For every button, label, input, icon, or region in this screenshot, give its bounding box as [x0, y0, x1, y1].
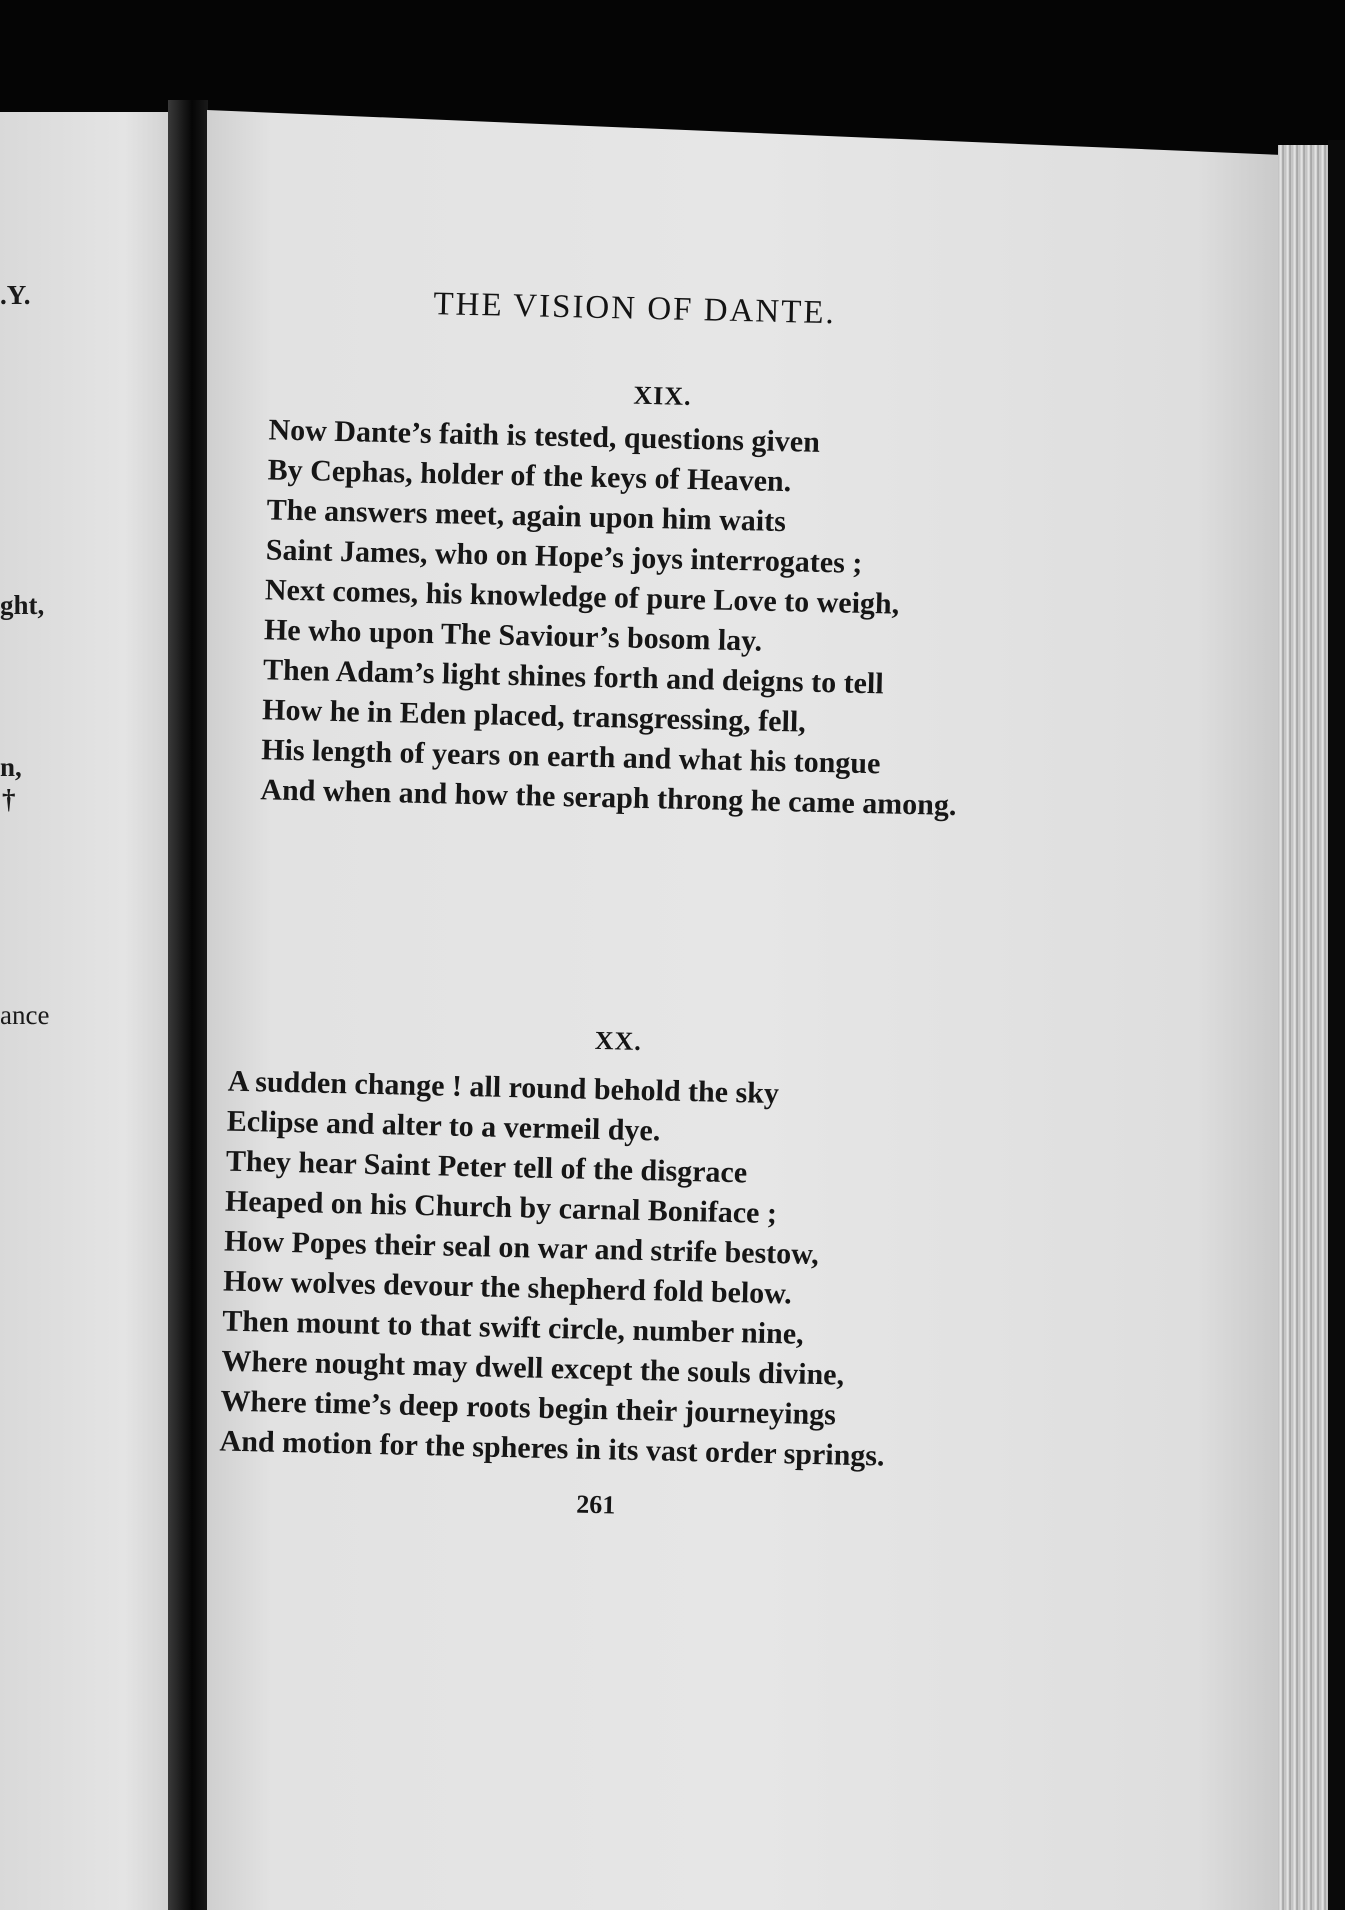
verse-line: And when and how the seraph throng he came among. [260, 773, 957, 823]
verse-line: How he in Eden placed, transgressing, fell, [261, 693, 807, 739]
verse-line: Saint James, who on Hope’s joys interrogates ; [265, 533, 863, 580]
verse-line: How wolves devour the shepherd fold below. [222, 1264, 793, 1311]
verse-line: Now Dante’s faith is tested, questions given [268, 413, 821, 459]
verse-line: Next comes, his knowledge of pure Love to weigh, [264, 573, 900, 621]
left-page-fragment: ght, [0, 590, 45, 620]
verse-line: The answers meet, again upon him waits [266, 493, 787, 539]
verse-line: Where nought may dwell except the souls divine, [221, 1344, 845, 1392]
verse-line: A sudden change ! all round behold the sky [227, 1064, 780, 1111]
page-number: 261 [575, 1489, 616, 1520]
verse-line: His length of years on earth and what his tongue [260, 733, 881, 781]
verse-line: Where time’s deep roots begin their journeyings [220, 1384, 837, 1432]
verse-line: How Popes their seal on war and strife bestow, [223, 1224, 820, 1272]
stanza-xix [260, 410, 965, 826]
verse-line: Then mount to that swift circle, number nine, [221, 1304, 804, 1351]
verse-line: Eclipse and alter to a vermeil dye. [226, 1104, 661, 1148]
stanza-number: XIX. [633, 380, 692, 411]
left-page-fragment: n, [0, 752, 22, 782]
verse-line: By Cephas, holder of the keys of Heaven. [267, 453, 792, 499]
verse-line: Heaped on his Church by carnal Boniface ; [224, 1184, 778, 1231]
verse-line: Then Adam’s light shines forth and deigns to tell [262, 653, 885, 701]
left-page-fragment: ance [0, 1000, 50, 1030]
verse-line: And motion for the spheres in its vast order springs. [219, 1424, 885, 1473]
page-title: THE VISION OF DANTE. [433, 286, 837, 332]
left-page-fragment: .Y. [0, 280, 31, 310]
verse-line: He who upon The Saviour’s bosom lay. [263, 613, 763, 658]
left-page-fragment: † [2, 784, 16, 814]
verse-line: They hear Saint Peter tell of the disgrace [225, 1144, 748, 1190]
stanza-number: XX. [594, 1025, 643, 1056]
stanza-xx [219, 1062, 893, 1477]
